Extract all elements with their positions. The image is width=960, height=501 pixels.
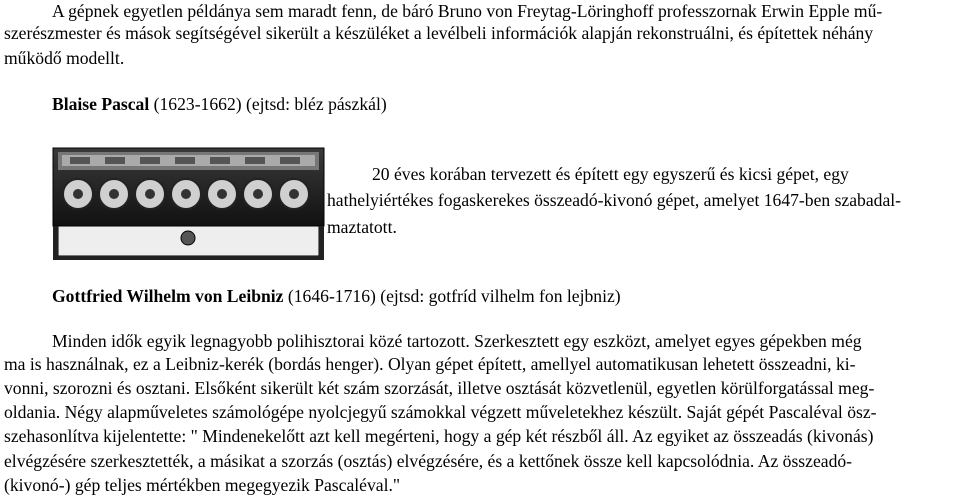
pascal-heading — [52, 93, 387, 115]
leibniz-line-4: oldania. Négy alapműveletes számológépe nyolcjegyű számokkal végzett műveletekhez készült. Saját gépét Pascaléval ösz- — [4, 402, 877, 422]
pascal-dates: (1623-1662) (ejtsd: bléz pászkál) — [149, 94, 387, 114]
leibniz-line-1: Minden idők egyik legnagyobb polihisztorai közé tartozott. Szerkesztett egy eszközt, amelyet egyes gépekben még — [52, 331, 862, 351]
intro-line-2: szerészmester és mások segítségével sikerült a készüléket a levélbeli információk alapján rekonstruálni, és építettek néhány — [4, 23, 874, 43]
leibniz-line-5: szehasonlítva kijelentette: " Mindenekelőtt azt kell megérteni, hogy a gép két részből áll. Az egyiket az összeadás (kivonás) — [4, 426, 874, 446]
pascal-name: Blaise Pascal — [52, 94, 150, 114]
leibniz-name: Gottfried Wilhelm von Leibniz — [52, 286, 284, 306]
pascal-desc-line-2: hathelyiértékes fogaskerekes összeadó-kivonó gépet, amelyet 1647-ben szabadal- — [327, 190, 902, 210]
leibniz-line-3: vonni, szorozni és osztani. Elsőként sikerült két szám szorzását, illetve osztását közvetlenül, egyetlen körülforgatással meg- — [4, 378, 875, 398]
leibniz-line-2: ma is használnak, ez a Leibniz-kerék (bordás henger). Olyan gépet épített, amellyel automatikusan lehetett összeadni, ki- — [4, 354, 856, 374]
leibniz-dates: (1646-1716) (ejtsd: gotfríd vilhelm fon lejbniz) — [283, 286, 621, 306]
intro-line-3: működő modellt. — [4, 48, 125, 68]
pascal-desc-line-3: maztatott. — [327, 217, 397, 237]
leibniz-line-6: elvégzésére szerkesztették, a másikat a szorzás (osztás) elvégzésére, és a kettőnek össze kell kapcsolódnia. Az összeadó- — [4, 451, 853, 471]
intro-line-1: A gépnek egyetlen példánya sem maradt fenn, de báró Bruno von Freytag-Löringhoff professzornak Erwin Epple mű- — [52, 1, 883, 21]
leibniz-heading — [52, 285, 621, 307]
leibniz-line-7: (kivonó-) gép teljes mértékben megegyezik Pascaléval." — [4, 475, 401, 495]
pascal-desc-line-1: 20 éves korában tervezett és épített egy egyszerű és kicsi gépet, egy — [372, 164, 849, 184]
pascaline-machine-image — [50, 138, 327, 262]
